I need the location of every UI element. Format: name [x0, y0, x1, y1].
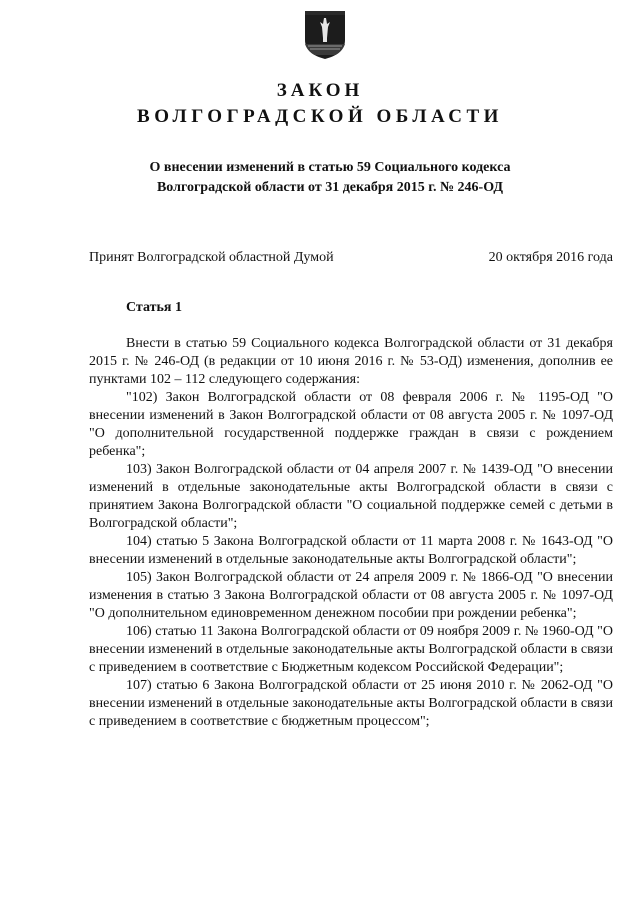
article-paragraph: 106) статью 11 Закона Волгоградской области от 09 ноября 2009 г. № 1960-ОД "О внесении изменений в отдельные законодательные акты Волгоградской области в связи с приведением в соответствие с Бюджетным кодексом Российской Федерации";: [89, 624, 613, 675]
coat-of-arms-icon: [302, 8, 348, 60]
article-paragraph: 103) Закон Волгоградской области от 04 апреля 2007 г. № 1439-ОД "О внесении изменений в отдельные законодательные акты Волгоградской области в связи с принятием Закона Волгоградской области "О социальной поддержке семей с детьми в Волгоградской области";: [89, 462, 613, 531]
article-title: Статья 1: [126, 300, 182, 315]
article-paragraph: Внести в статью 59 Социального кодекса Волгоградской области от 31 декабря 2015 г. № 246-ОД (в редакции от 10 июня 2016 г. № 53-ОД) изменения, дополнив ее пунктами 102 – 112 следующего содержания:: [89, 336, 613, 387]
adopted-by: Принят Волгоградской областной Думой: [89, 250, 334, 265]
adoption-date: 20 октября 2016 года: [488, 250, 613, 265]
article-paragraph: 104) статью 5 Закона Волгоградской области от 11 марта 2008 г. № 1643-ОД "О внесении изменений в отдельные законодательные акты Волгоградской области";: [89, 534, 613, 567]
article-paragraph: "102) Закон Волгоградской области от 08 февраля 2006 г. № 1195-ОД "О внесении изменений в Закон Волгоградской области от 08 августа 2005 г. № 1097-ОД "О дополнительной государственной поддержке граждан в связи с рождением ребенка";: [89, 390, 613, 459]
law-title: ЗАКОН: [276, 80, 364, 101]
article-paragraph: 105) Закон Волгоградской области от 24 апреля 2009 г. № 1866-ОД "О внесении изменения в статью 3 Закона Волгоградской области от 08 августа 2005 г. № 1097-ОД "О дополнительном единовременном денежном пособии при рождении ребенка";: [89, 570, 613, 621]
region-title: ВОЛГОГРАДСКОЙ ОБЛАСТИ: [137, 106, 503, 127]
law-subject-line: О внесении изменений в статью 59 Социального кодекса: [149, 160, 511, 175]
law-subject: [120, 158, 540, 198]
article-paragraph: 107) статью 6 Закона Волгоградской области от 25 июня 2010 г. № 2062-ОД "О внесении изменений в отдельные законодательные акты Волгоградской области в связи с приведением в соответствие с бюджетным процессом";: [89, 678, 613, 729]
law-subject-line: Волгоградской области от 31 декабря 2015 г. № 246-ОД: [156, 180, 504, 195]
article-body: [89, 335, 613, 731]
